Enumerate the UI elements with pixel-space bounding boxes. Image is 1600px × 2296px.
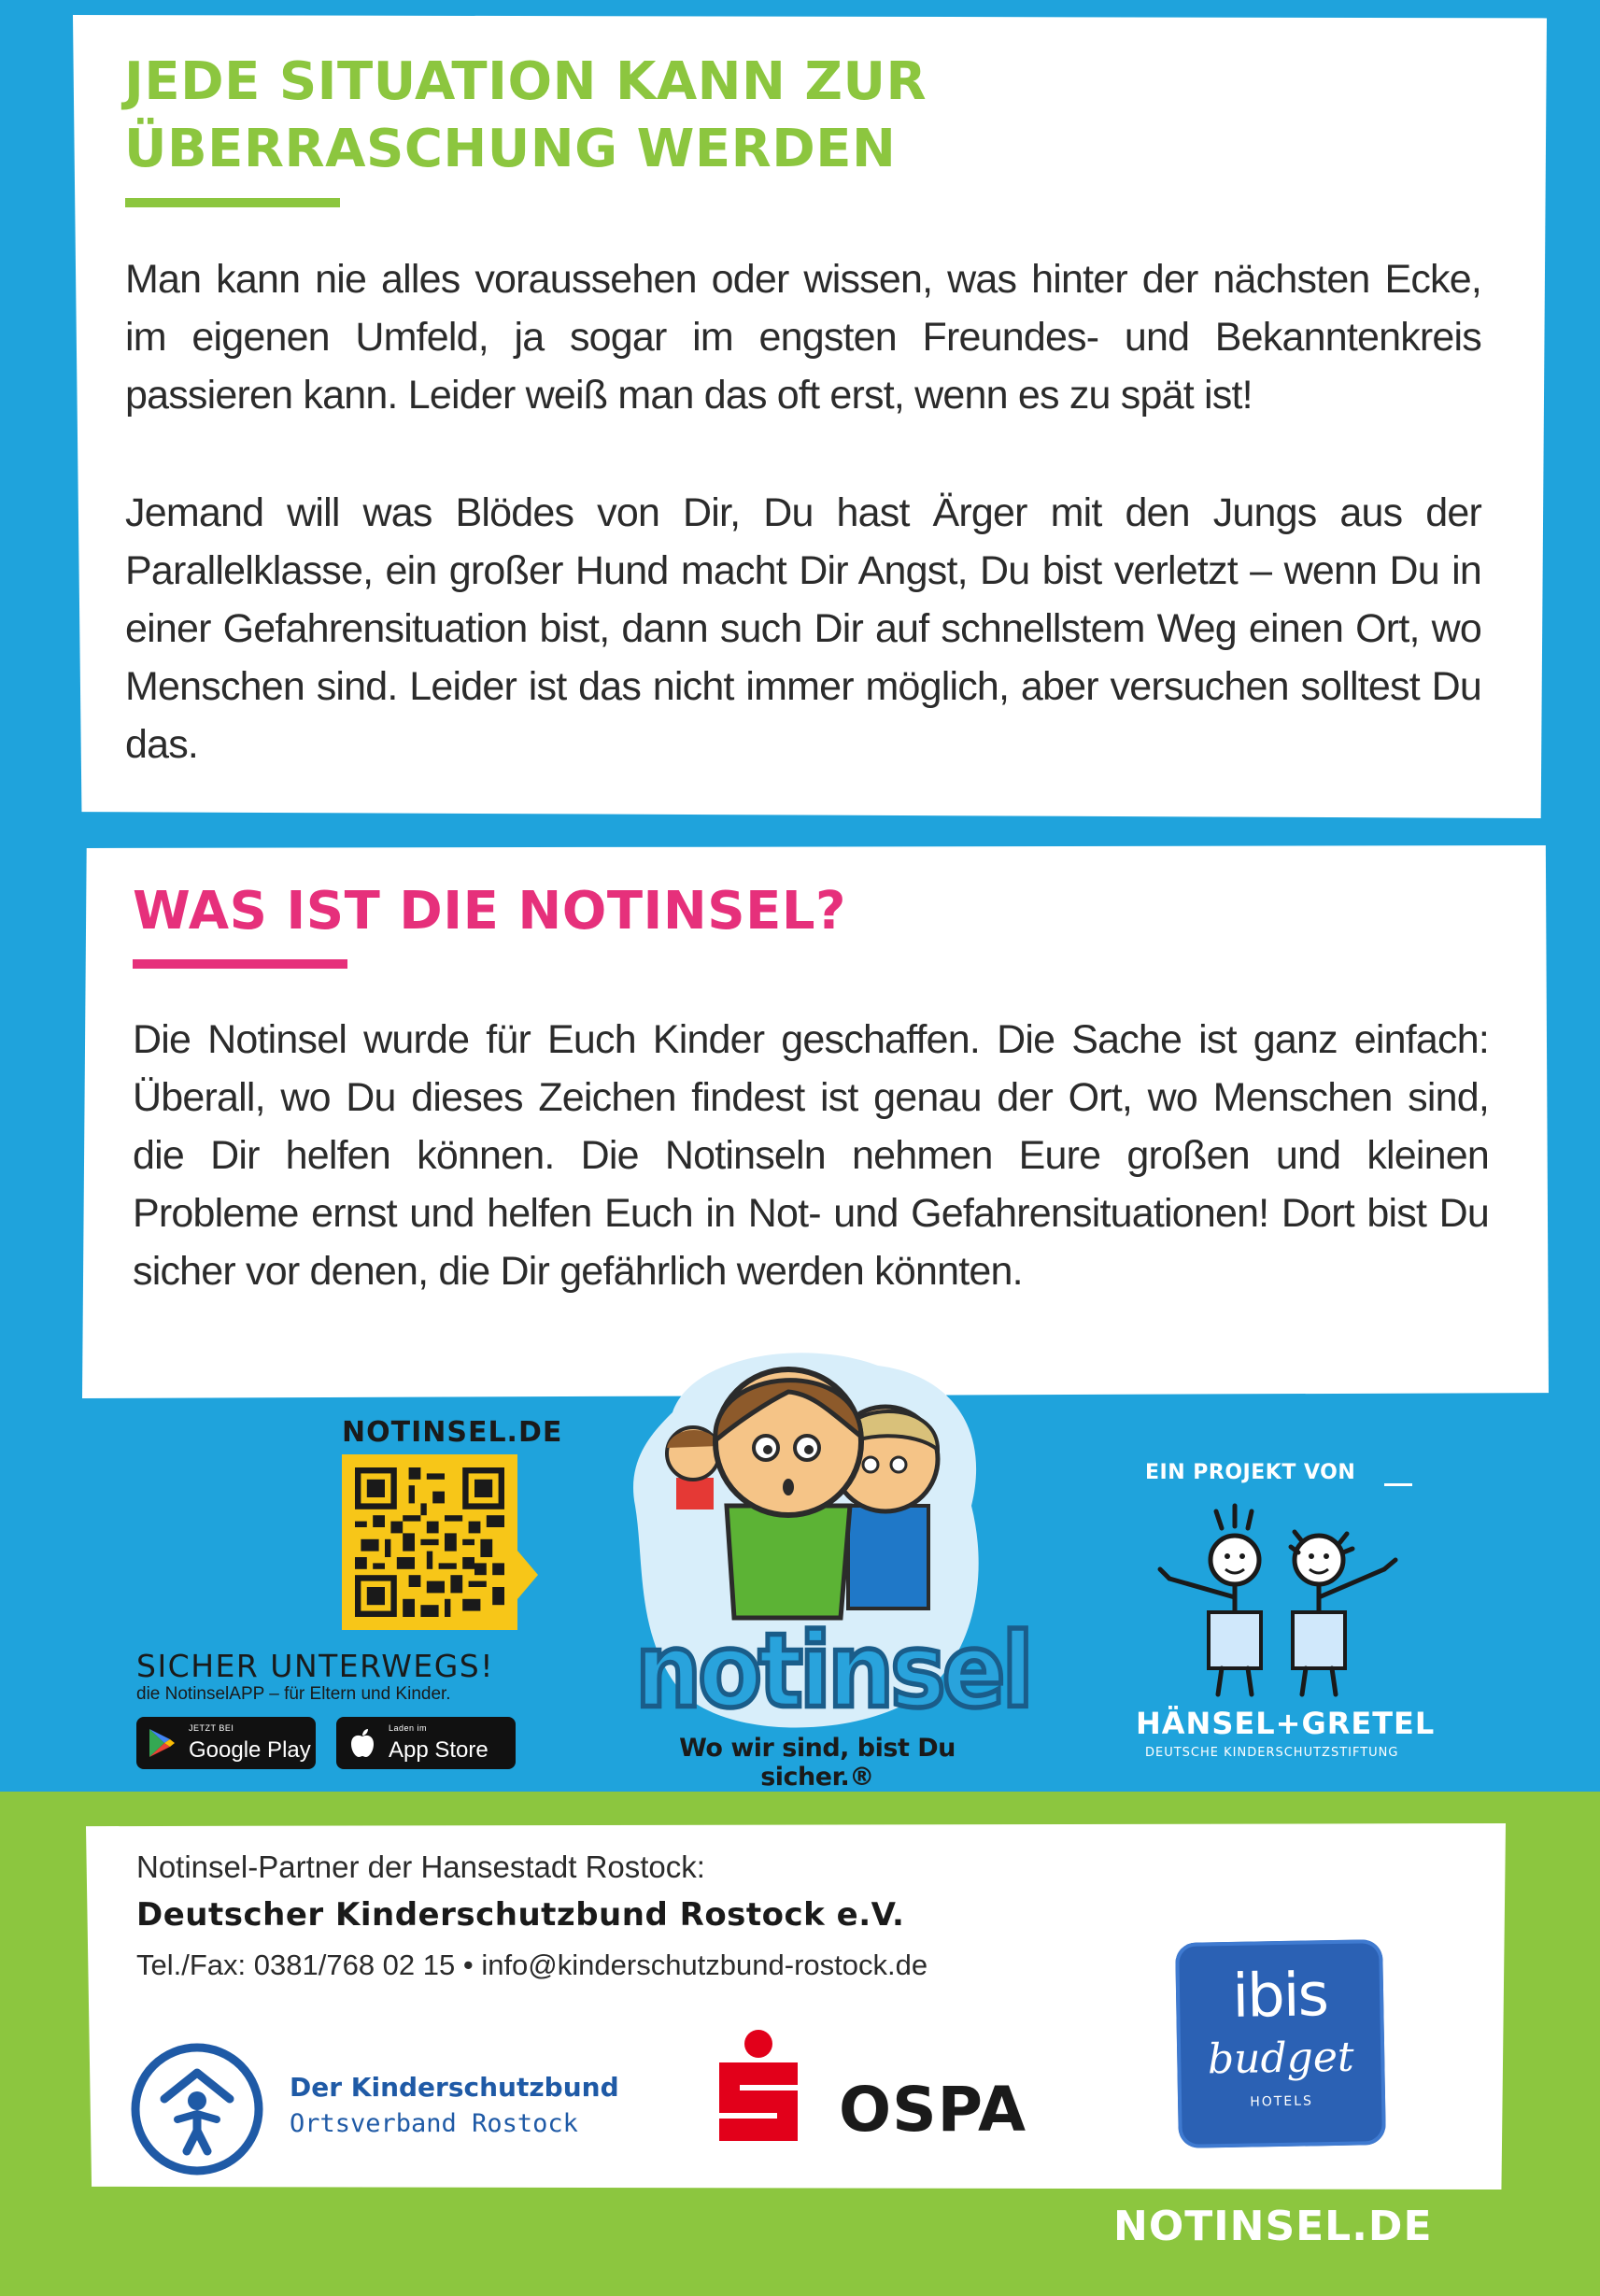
notinsel-heading: WAS IST DIE NOTINSEL? xyxy=(133,881,846,942)
notinsel-tagline: Wo wir sind, bist Du sicher.® xyxy=(679,1734,956,1792)
overview-heading-line2: ÜBERRASCHUNG WERDEN xyxy=(124,119,897,179)
project-label-line xyxy=(1384,1483,1412,1486)
google-play-button[interactable] xyxy=(136,1717,316,1769)
sparkasse-logo-icon xyxy=(712,2029,805,2145)
ibis-budget-logo xyxy=(1175,1939,1386,2148)
google-play-small: JETZT BEI xyxy=(189,1723,234,1733)
ospa-name: OSPA xyxy=(839,2074,1027,2146)
kinderschutzbund-logo-icon xyxy=(129,2041,265,2177)
notinsel-heading-underline xyxy=(133,959,347,969)
app-store-button[interactable] xyxy=(336,1717,516,1769)
app-headline: SICHER UNTERWEGS! xyxy=(136,1648,494,1684)
overview-heading-underline xyxy=(125,198,340,207)
haensel-gretel-figures-icon xyxy=(1151,1495,1422,1700)
notinsel-paragraph: Die Notinsel wurde für Euch Kinder geschaffen. Die Sache ist ganz einfach: Überall, wo Du dieses Zeichen findest ist genau der Ort, wo Menschen sind, die Dir helfen können. Die Notinseln nehmen Eure großen und kleinen Probleme ernst und helfen Euch in Not- und Gefahrensituationen! Dort bist Du sicher vor denen, die Dir gefährlich werden könnten. xyxy=(133,1017,1489,1294)
kinderschutzbund-name: Der Kinderschutzbund xyxy=(290,2072,619,2103)
partner-name: Deutscher Kinderschutzbund Rostock e.V. xyxy=(136,1896,905,1934)
ibis-hotels-word: HOTELS xyxy=(1250,2093,1314,2110)
ibis-budget-word: budget xyxy=(1207,2033,1354,2084)
overview-paragraph-2: Jemand will was Blödes von Dir, Du hast Ärger mit den Jungs aus der Parallelklasse, ein großer Hund macht Dir Angst, Du bist verletzt – wenn Du in einer Gefahrensituation bist, dann such Dir auf schnellstem Weg einen Ort, wo Menschen sind. Leider ist das nicht immer möglich, aber versuchen solltest Du das. xyxy=(125,490,1481,767)
overview-paragraph-1: Man kann nie alles voraussehen oder wissen, was hinter der nächsten Ecke, im eigenen Umfeld, ja sogar im engsten Freundes- und Bekanntenkreis passieren kann. Leider weiß man das oft erst, wenn es zu spät ist! xyxy=(125,257,1481,418)
haensel-gretel-sub: DEUTSCHE KINDERSCHUTZSTIFTUNG xyxy=(1145,1746,1399,1760)
app-subline: die NotinselAPP – für Eltern und Kinder. xyxy=(136,1684,451,1704)
partner-intro: Notinsel-Partner der Hansestadt Rostock: xyxy=(136,1850,705,1884)
qr-pointer xyxy=(517,1551,538,1599)
partner-contact: Tel./Fax: 0381/768 02 15 • info@kinderschutzbund-rostock.de xyxy=(136,1949,928,1981)
haensel-gretel-name: HÄNSEL+GRETEL xyxy=(1136,1706,1436,1741)
app-store-small: Laden im xyxy=(389,1723,428,1733)
project-label: EIN PROJEKT VON xyxy=(1145,1461,1356,1484)
overview-heading xyxy=(124,49,1245,183)
google-play-label: Google Play xyxy=(189,1737,311,1763)
kinderschutzbund-sub: Ortsverband Rostock xyxy=(290,2109,578,2138)
google-play-icon xyxy=(148,1727,176,1759)
footer-url[interactable]: NOTINSEL.DE xyxy=(1113,2203,1433,2250)
apple-icon xyxy=(349,1727,375,1759)
qr-code-icon xyxy=(355,1467,504,1617)
overview-heading-line1: JEDE SITUATION KANN ZUR xyxy=(124,51,927,112)
notinsel-logo-word: notinsel xyxy=(635,1610,1030,1731)
app-store-label: App Store xyxy=(389,1737,488,1763)
qr-title: NOTINSEL.DE xyxy=(342,1416,563,1449)
ibis-word: ibis xyxy=(1231,1961,1328,2032)
qr-code[interactable] xyxy=(342,1454,517,1630)
